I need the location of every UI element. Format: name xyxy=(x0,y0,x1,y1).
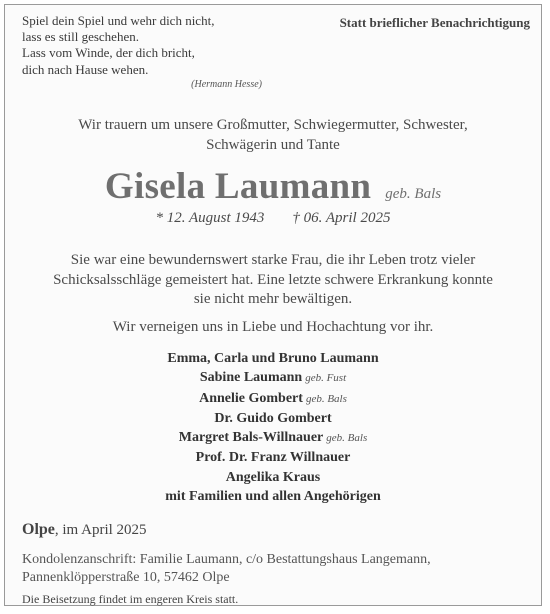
mourner: Prof. Dr. Franz Willnauer xyxy=(195,450,351,466)
mourner-note: geb. Bals xyxy=(305,392,347,405)
bow-line: Wir verneigen uns in Liebe und Hochachtung vor ihr. xyxy=(112,319,434,335)
tribute-text xyxy=(5,251,541,310)
mourners-list xyxy=(5,349,541,506)
mourner-note: geb. Fust xyxy=(305,372,347,385)
mourner-note: geb. Bals xyxy=(326,432,368,445)
deceased-name: Gisela Laumann xyxy=(104,166,372,207)
poem-line: Spiel dein Spiel und wehr dich nicht, xyxy=(22,13,215,28)
address-line: Pannenklöpperstraße 10, 57462 Olpe xyxy=(22,570,230,585)
poem-line: Lass vom Winde, der dich bricht, xyxy=(22,45,195,61)
life-dates xyxy=(5,210,541,227)
place-date xyxy=(22,521,147,539)
mourner: Margret Bals-Willnauer geb. Bals xyxy=(178,430,368,446)
deceased-name-row xyxy=(5,165,541,208)
poem-line: dich nach Hause wehen. xyxy=(22,61,149,77)
tribute-line: sie nicht mehr bewältigen. xyxy=(193,291,353,307)
intro-line: Wir trauern um unsere Großmutter, Schwiegermutter, Schwester, xyxy=(78,117,468,133)
intro-line: Schwägerin und Tante xyxy=(206,137,340,153)
mourner: mit Familien und allen Angehörigen xyxy=(165,489,381,505)
address-line: Kondolenzanschrift: Familie Laumann, c/o Bestattungshaus Langemann, xyxy=(22,552,431,567)
poem-line: lass es still geschehen. xyxy=(22,29,139,45)
mourner: Dr. Guido Gombert xyxy=(214,410,332,426)
place-city: Olpe xyxy=(22,521,55,538)
mourner: Angelika Kraus xyxy=(225,469,321,485)
birth-date: * 12. August 1943 xyxy=(155,210,265,226)
tribute-line: Sie war eine bewundernswert starke Frau, die ihr Leben trotz vieler xyxy=(70,252,476,268)
mourner: Emma, Carla und Bruno Laumann xyxy=(167,351,379,366)
condolence-address xyxy=(22,551,431,587)
poem xyxy=(22,13,262,93)
maiden-name: geb. Bals xyxy=(385,186,442,202)
poem-author: (Hermann Hesse) xyxy=(191,78,262,90)
obituary-frame xyxy=(4,4,542,606)
death-date: † 06. April 2025 xyxy=(292,210,391,226)
mourner: Sabine Laumann geb. Fust xyxy=(199,370,347,386)
intro-text xyxy=(5,115,541,155)
header-note: Statt brieflicher Benachrichtigung xyxy=(339,15,530,30)
burial-note: Die Beisetzung findet im engeren Kreis statt. xyxy=(22,592,239,606)
place-date-text: , im April 2025 xyxy=(54,522,147,538)
tribute-line: Schicksalsschläge gemeistert hat. Eine letzte schwere Erkrankung konnte xyxy=(53,271,493,288)
mourner: Annelie Gombert geb. Bals xyxy=(199,390,347,406)
